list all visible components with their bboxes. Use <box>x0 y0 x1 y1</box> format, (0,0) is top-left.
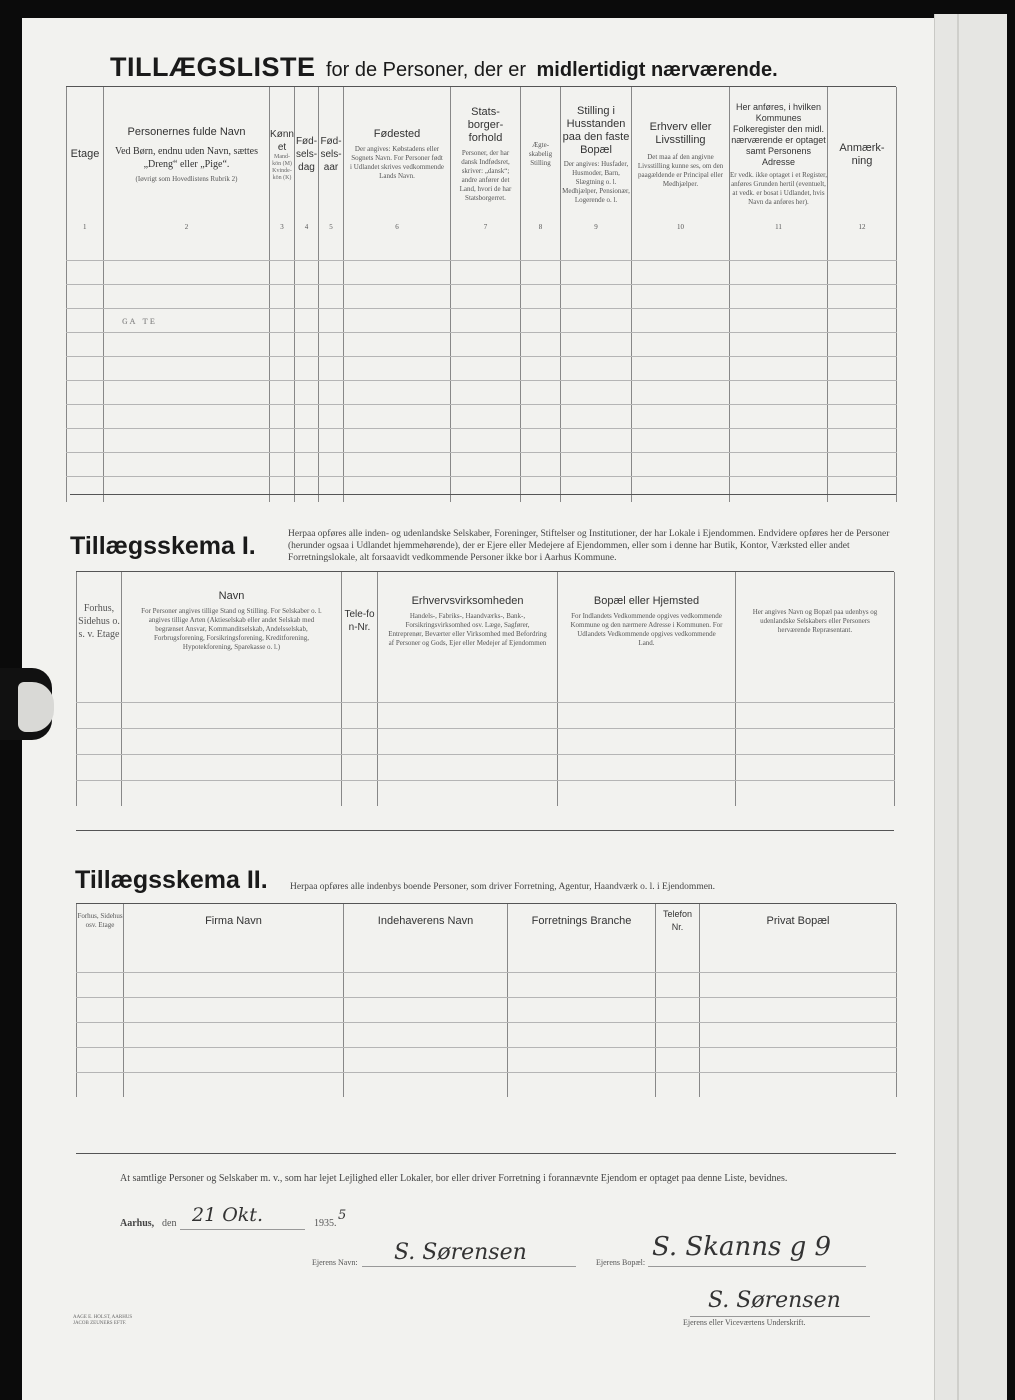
col-num-5: 5 <box>319 222 344 232</box>
printer-imprint: AAGE E. HOLST, AARHUS JACOB ZEUNERS EFTF. <box>73 1315 133 1326</box>
schema1-header-row <box>77 572 895 670</box>
col-num-1: 1 <box>67 222 104 232</box>
page-fold <box>957 14 959 1400</box>
year-label: 1935. <box>314 1218 337 1229</box>
s2-col-owner-header: Indehaverens Navn <box>344 904 508 938</box>
table-row <box>67 476 897 502</box>
signature-handwritten: S. Sørensen <box>708 1288 841 1313</box>
col-num-3: 3 <box>270 222 295 232</box>
col-birthyear-header: Fød-sels-aar <box>319 87 344 222</box>
s1-col-phone-header: Tele-fon-Nr. <box>342 572 378 670</box>
owner-address-label: Ejerens Bopæl: <box>596 1258 646 1267</box>
year-digit-handwritten: 5 <box>338 1208 347 1223</box>
schema2-title: Tillægsskema II. <box>75 866 268 894</box>
owner-name-label: Ejerens Navn: <box>312 1258 358 1267</box>
table-row <box>77 997 897 1022</box>
schema1-description: Herpaa opføres alle inden- og udenlandske Selskaber, Foreninger, Stiftelser og Institutioner, der har Lokale i Ejendommen. Endvidere opføres her de Personer (herunder ogsaa i Udlandet hjemmehørende), der er Ejere eller Medejere af Ejendommen, eller som i denne har Butik, Kontor, Værksted eller andet Forretningslokale, alt forsaavidt vedkommende Personer ikke bor i Aarhus Kommune. <box>288 529 890 563</box>
table-row <box>77 972 897 997</box>
owner-address-line <box>648 1266 866 1267</box>
column-numbers-row <box>67 222 897 232</box>
col-etage-header: Etage <box>67 87 104 222</box>
col-name-header: Personernes fulde Navn Ved Børn, endnu uden Navn, sættes „Dreng“ eller „Pige“. (Iøvrigt som Hovedlistens Rubrik 2) <box>104 87 270 222</box>
certification-text: At samtlige Personer og Selskaber m. v., som har lejet Lejlighed eller Lokaler, bor eller driver Forretning i forannævnte Ejendom er optaget paa denne Liste, bevidnes. <box>120 1173 788 1184</box>
col-citizenship-header: Stats-borger-forhold Personer, der har dansk Indfødsret, skriver: „dansk“; andre anfører det Land, hvori de har Statsborgerret. <box>451 87 521 222</box>
col-num-10: 10 <box>632 222 730 232</box>
table-row <box>67 308 897 332</box>
table-row <box>77 702 895 728</box>
owner-name-line <box>362 1266 576 1267</box>
col-occupation-header: Erhverv eller Livsstilling Det maa af den angivne Livsstilling kunne ses, om den paagældende er Principal eller Medhjælper. <box>632 87 730 222</box>
table-row <box>67 404 897 428</box>
schema2-bottom-rule <box>76 1153 896 1154</box>
schema2-header-row <box>77 904 897 938</box>
table-row <box>67 332 897 356</box>
col-remark-header: Anmærk-ning <box>828 87 897 222</box>
table-row <box>67 356 897 380</box>
table-row <box>67 284 897 308</box>
s2-col-address-header: Privat Bopæl <box>700 904 897 938</box>
schema2-table <box>76 904 897 1097</box>
table-row <box>77 1072 897 1097</box>
table-row <box>67 428 897 452</box>
s1-col-name-header: Navn For Personer angives tillige Stand og Stilling. For Selskaber o. l. angives tillige Arten (Aktieselskab eller andet Selskab med begrænset Ansvar, Kommanditselskab, Andelsselskab, Forbrugsforening, Forsikringsforening, Kreditforening, Hypotekforening, Sparekasse o. l.) <box>122 572 342 670</box>
table-row <box>77 938 897 972</box>
table-row <box>77 754 895 780</box>
col-num-12: 12 <box>828 222 897 232</box>
s2-col-branch-header: Forretnings Branche <box>508 904 656 938</box>
table-row <box>77 780 895 806</box>
title-rest: for de Personer, der er <box>325 59 527 81</box>
table-row <box>77 1022 897 1047</box>
main-table-bottom-rule <box>70 494 896 495</box>
table-row <box>67 260 897 284</box>
main-table <box>66 87 897 502</box>
col-birthday-header: Fød-sels-dag <box>295 87 319 222</box>
col-num-2: 2 <box>104 222 270 232</box>
place-label: Aarhus, <box>120 1218 155 1229</box>
schema1-title: Tillægsskema I. <box>70 532 256 560</box>
col-num-6: 6 <box>344 222 451 232</box>
s2-col-etage-header: Forhus, Sidehus osv. Etage <box>77 904 124 938</box>
col-household-header: Stilling i Husstanden paa den faste Bopæl Der angives: Husfader, Husmoder, Barn, Slægtning o. l. Medhjælper, Pensionær, Logerende o. l. <box>561 87 632 222</box>
col-register-header: Her anføres, i hvilken Kommunes Folkeregister den midl. nærværende er optaget samt Personens Adresse Er vedk. ikke optaget i et Register, anføres Grunden hertil (eventuelt, at vedk. er bosat i Udlandet, hvis Navn da anføres her). <box>730 87 828 222</box>
date-line <box>180 1229 305 1230</box>
table-row <box>67 232 897 260</box>
s1-col-business-header: Erhvervsvirksomheden Handels-, Fabriks-, Haandværks-, Bank-, Forsikringsvirksomhed osv. Læge, Sagfører, Entreprenør, Beværter eller Virksomhed med Befordring af Personer og Gods, Ejer eller Medejer af Ejendommen <box>378 572 558 670</box>
col-num-9: 9 <box>561 222 632 232</box>
owner-name-handwritten: S. Sørensen <box>394 1240 527 1265</box>
schema2-description: Herpaa opføres alle indenbys boende Personer, som driver Forretning, Agentur, Haandværk o. l. i Ejendommen. <box>290 882 716 892</box>
s1-col-etage-header: Forhus, Sidehus o. s. v. Etage <box>77 572 122 670</box>
date-handwritten: 21 Okt. <box>192 1204 263 1226</box>
page-edge <box>934 14 1007 1400</box>
col-num-8: 8 <box>521 222 561 232</box>
s1-col-representative-header: Her angives Navn og Bopæl paa udenbys og udenlandske Selskabers eller Personers herværende Repræsentant. <box>736 572 895 670</box>
table-row <box>77 670 895 702</box>
signature-line <box>690 1316 870 1317</box>
table-row <box>77 1047 897 1072</box>
table-row <box>67 380 897 404</box>
table-row <box>67 452 897 476</box>
col-num-4: 4 <box>295 222 319 232</box>
schema1-bottom-rule <box>76 830 894 831</box>
s1-col-residence-header: Bopæl eller Hjemsted For Indlandets Vedkommende opgives vedkommende Kommune og den nærmere Adresse i Kommunen. For Udlandets Vedkommende opgives vedkommende Land. <box>558 572 736 670</box>
col-num-7: 7 <box>451 222 521 232</box>
title-emphasis: midlertidigt nærværende. <box>536 59 778 81</box>
col-birthplace-header: Fødested Der angives: Købstadens eller Sognets Navn. For Personer født i Udlandet skrives vedkommende Lands Navn. <box>344 87 451 222</box>
col-marital-header: Ægte-skabelig Stilling <box>521 87 561 222</box>
form-title <box>110 52 778 83</box>
date-prefix-label: den <box>162 1218 177 1229</box>
table-row <box>77 728 895 754</box>
faint-pencil-mark: ɢᴀ ᴛᴇ <box>122 313 158 327</box>
col-num-11: 11 <box>730 222 828 232</box>
main-table-header-row <box>67 87 897 222</box>
schema1-table <box>76 572 895 806</box>
s2-col-phone-header: Telefon Nr. <box>656 904 700 938</box>
title-main: TILLÆGSLISTE <box>110 52 316 82</box>
signature-label: Ejerens eller Viceværtens Underskrift. <box>683 1318 806 1327</box>
s2-col-firm-header: Firma Navn <box>124 904 344 938</box>
owner-address-handwritten: S. Skanns g 9 <box>652 1232 832 1262</box>
col-gender-header: Kønnet Mand-kön (M) Kvinde-kön (K) <box>270 87 295 222</box>
